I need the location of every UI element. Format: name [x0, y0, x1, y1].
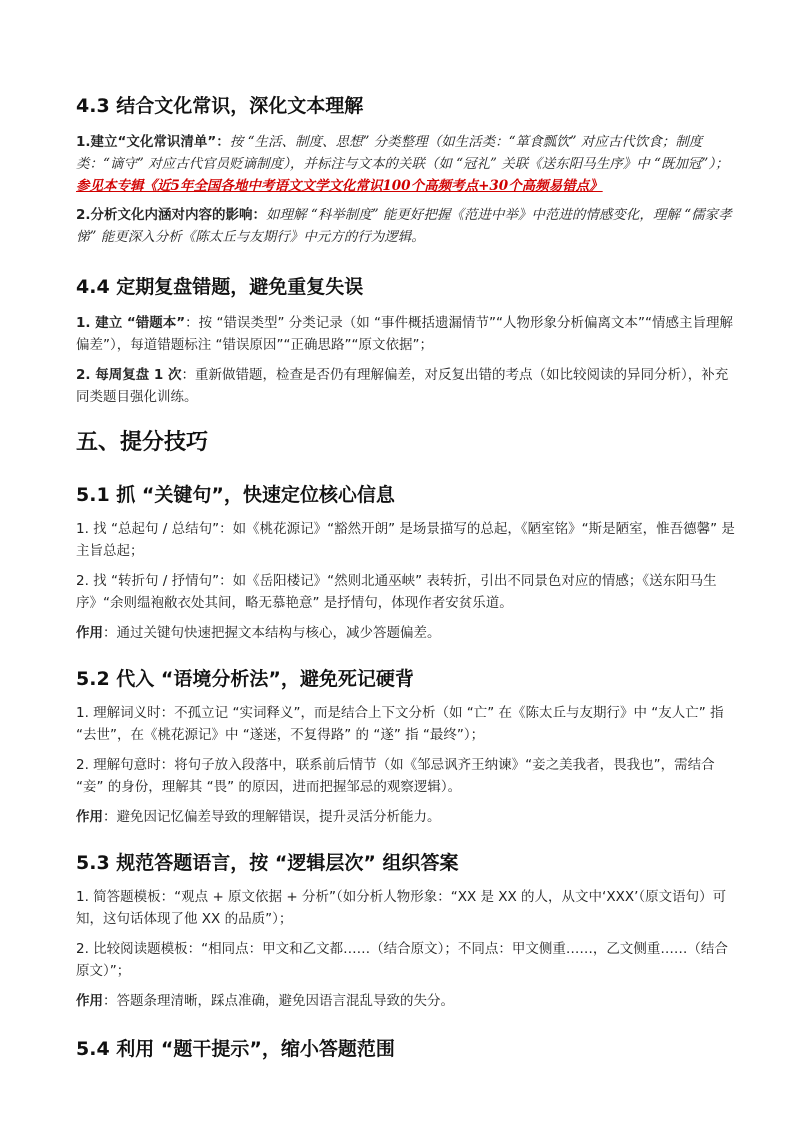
paragraph — [76, 204, 736, 248]
paragraph-body: 按 “生活、制度、思想” 分类整理（如生活类：“箪食瓢饮” 对应古代饮食；制度类：“谪守” 对应古代官员贬谪制度），并标注与文本的关联（如 “冠礼” 关联《送东阳马生序》中 “既加冠”）； — [76, 134, 729, 172]
paragraph: 1. 理解词义时：不孤立记 “实词释义”，而是结合上下文分析（如 “亡” 在《陈太丘与友期行》中 “友人亡” 指 “去世”，在《桃花源记》中 “遂迷，不复得路” 的 “遂” 指 “最终”）； — [76, 705, 724, 743]
paragraph — [76, 312, 736, 356]
chapter-heading-5: 五、提分技巧 — [76, 430, 209, 455]
effect-text: ：答题条理清晰，踩点准确，避免因语言混乱导致的失分。 — [103, 993, 454, 1009]
reference-link[interactable]: 参见本专辑《近5年全国各地中考语文文学文化常识100个高频考点+30个高频易错点》 — [76, 178, 603, 194]
paragraph — [76, 622, 736, 644]
section-heading-5-2: 5.2 代入 “语境分析法”，避免死记硬背 — [76, 668, 414, 690]
section-heading-5-4: 5.4 利用 “题干提示”，缩小答题范围 — [76, 1038, 395, 1060]
paragraph-lead: 1. 建立 “错题本” — [76, 315, 186, 331]
paragraph: 1. 找 “总起句 / 总结句”：如《桃花源记》“豁然开朗” 是场景描写的总起，《陋室铭》“斯是陋室，惟吾德馨” 是主旨总起； — [76, 521, 735, 559]
paragraph — [76, 806, 736, 828]
effect-text: ：通过关键句快速把握文本结构与核心，减少答题偏差。 — [103, 625, 441, 641]
paragraph-lead: 2. 每周复盘 1 次 — [76, 367, 182, 383]
paragraph-lead: 2.分析文化内涵对内容的影响： — [76, 207, 267, 223]
paragraph: 1. 简答题模板：“观点 + 原文依据 + 分析”（如分析人物形象：“XX 是 XX 的人，从文中‘XXX’（原文语句）可知，这句话体现了他 XX 的品质”）； — [76, 889, 727, 927]
effect-label: 作用 — [76, 809, 103, 825]
paragraph — [76, 990, 736, 1012]
section-heading-4-3: 4.3 结合文化常识，深化文本理解 — [76, 95, 364, 117]
section-heading-4-4: 4.4 定期复盘错题，避免重复失误 — [76, 276, 364, 298]
effect-label: 作用 — [76, 625, 103, 641]
document-page — [76, 93, 736, 1062]
paragraph-body: 如理解 “科举制度” 能更好把握《范进中举》中范进的情感变化，理解 “儒家孝悌” 能更深入分析《陈太丘与友期行》中元方的行为逻辑。 — [76, 207, 732, 245]
section-heading-5-3: 5.3 规范答题语言，按 “逻辑层次” 组织答案 — [76, 852, 459, 874]
paragraph: 2. 理解句意时：将句子放入段落中，联系前后情节（如《邹忌讽齐王纳谏》“妾之美我者，畏我也”，需结合 “妾” 的身份，理解其 “畏” 的原因，进而把握邹忌的观察逻辑）。 — [76, 757, 715, 795]
paragraph — [76, 131, 736, 197]
section-heading-5-1: 5.1 抓 “关键句”，快速定位核心信息 — [76, 484, 395, 506]
effect-text: ：避免因记忆偏差导致的理解错误，提升灵活分析能力。 — [103, 809, 441, 825]
paragraph: 2. 找 “转折句 / 抒情句”：如《岳阳楼记》“然则北通巫峡” 表转折，引出不同景色对应的情感；《送东阳马生序》“余则缊袍敝衣处其间，略无慕艳意” 是抒情句，体现作者安贫乐道。 — [76, 573, 717, 611]
paragraph-body: ：按 “错误类型” 分类记录（如 “事件概括遗漏情节”“人物形象分析偏离文本”“情感主旨理解偏差”），每道错题标注 “错误原因”“正确思路”“原文依据”； — [76, 315, 734, 353]
paragraph-lead: 1.建立“文化常识清单”： — [76, 134, 230, 150]
paragraph — [76, 364, 736, 408]
paragraph-body: ：重新做错题，检查是否仍有理解偏差，对反复出错的考点（如比较阅读的异同分析），补充同类题目强化训练。 — [76, 367, 729, 405]
paragraph: 2. 比较阅读题模板：“相同点：甲文和乙文都……（结合原文）；不同点：甲文侧重……，乙文侧重……（结合原文）”； — [76, 941, 728, 979]
effect-label: 作用 — [76, 993, 103, 1009]
